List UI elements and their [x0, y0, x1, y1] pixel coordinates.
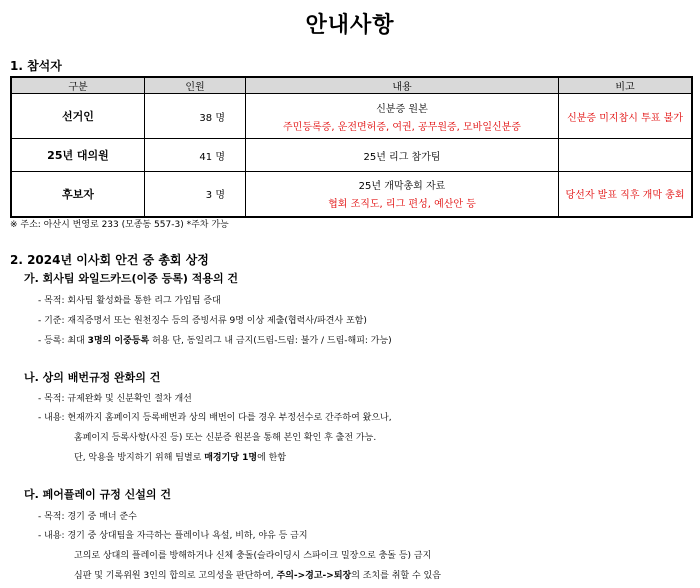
row-content-detail: 주민등록증, 운전면허증, 여권, 공무원증, 모바일신분증	[283, 121, 521, 133]
row-content	[246, 94, 559, 139]
row-content	[246, 172, 559, 217]
section1-heading: 1. 참석자	[10, 59, 62, 73]
table-header-row	[11, 77, 692, 94]
header-category: 구분	[11, 77, 145, 94]
row-category: 후보자	[11, 172, 145, 217]
row-remark: 당선자 발표 직후 개막 총회	[559, 172, 693, 217]
row-remark: 신분증 미지참시 투표 불가	[559, 94, 693, 139]
row-remark	[559, 139, 693, 172]
row-content-main: 25년 개막총회 자료	[358, 181, 446, 193]
section2-heading: 2. 2024년 이사회 안건 중 총회 상정	[10, 253, 209, 267]
attendee-table	[10, 76, 693, 218]
line-emphasis: 주의->경고->퇴장	[276, 571, 352, 581]
row-content-main: 25년 리그 참가팀	[363, 151, 441, 163]
item-da-line	[74, 568, 441, 581]
line-text: 단, 악용을 방지하기 위해 팀별로	[74, 453, 205, 463]
header-remark: 비고	[559, 77, 693, 94]
item-ga-line: - 목적: 회사팀 활성화를 통한 리그 가입팀 증대	[38, 296, 221, 306]
item-na-line: - 목적: 규제완화 및 신분확인 절차 개선	[38, 394, 192, 404]
address-note: ※ 주소: 아산시 번영로 233 (모종동 557-3) *주차 가능	[10, 220, 229, 230]
item-na-line: - 내용: 현재까지 홈페이지 등록배번과 상의 배번이 다를 경우 부정선수로 간주하여 왔으나,	[38, 413, 392, 423]
line-text: - 등록: 최대	[38, 336, 88, 346]
item-da-title: 다. 페어플레이 규정 신설의 건	[24, 488, 172, 501]
table-row	[11, 94, 692, 139]
line-text: 에 한함	[257, 453, 287, 463]
header-count: 인원	[145, 77, 246, 94]
header-content: 내용	[246, 77, 559, 94]
item-da-line: - 목적: 경기 중 매너 준수	[38, 512, 137, 522]
line-text: 허용 단, 동일리그 내 금지(드림-드림: 불가 / 드림-해피: 가능)	[149, 336, 392, 346]
row-category: 25년 대의원	[11, 139, 145, 172]
item-ga-line	[38, 333, 392, 346]
item-da-line: 고의로 상대의 플레이를 방해하거나 신체 충돌(슬라이딩시 스파이크 밀장으로 충돌 등) 금지	[74, 551, 432, 561]
page-title: 안내사항	[305, 13, 395, 38]
row-count: 41 명	[145, 139, 246, 172]
row-count: 3 명	[145, 172, 246, 217]
line-emphasis: 매경기당 1명	[204, 453, 258, 463]
table-row	[11, 172, 692, 217]
line-text: 의 조치를 취할 수 있음	[351, 571, 441, 581]
row-category: 선거인	[11, 94, 145, 139]
line-text: 심판 및 기록위원 3인의 합의로 고의성을 판단하여,	[74, 571, 277, 581]
item-ga-title: 가. 회사팀 와일드카드(이중 등록) 적용의 건	[24, 272, 239, 285]
item-na-title: 나. 상의 배번규정 완화의 건	[24, 371, 161, 384]
item-na-line	[74, 450, 286, 463]
item-na-line: 홈페이지 등록사항(사진 등) 또는 신분증 원본을 통해 본인 확인 후 출전 가능.	[74, 433, 377, 443]
item-da-line: - 내용: 경기 중 상대팀을 자극하는 플레이나 욕설, 비하, 야유 등 금지	[38, 531, 308, 541]
row-content-detail: 협회 조직도, 리그 편성, 예산안 등	[328, 199, 476, 211]
row-count: 38 명	[145, 94, 246, 139]
row-content-main: 신분증 원본	[376, 103, 428, 115]
item-ga-line: - 기준: 재직증명서 또는 원천징수 등의 증빙서류 9명 이상 제출(협력사/파견사 포함)	[38, 316, 367, 326]
table-row	[11, 139, 692, 172]
row-content	[246, 139, 559, 172]
line-emphasis: 3명의 이중등록	[87, 336, 150, 346]
